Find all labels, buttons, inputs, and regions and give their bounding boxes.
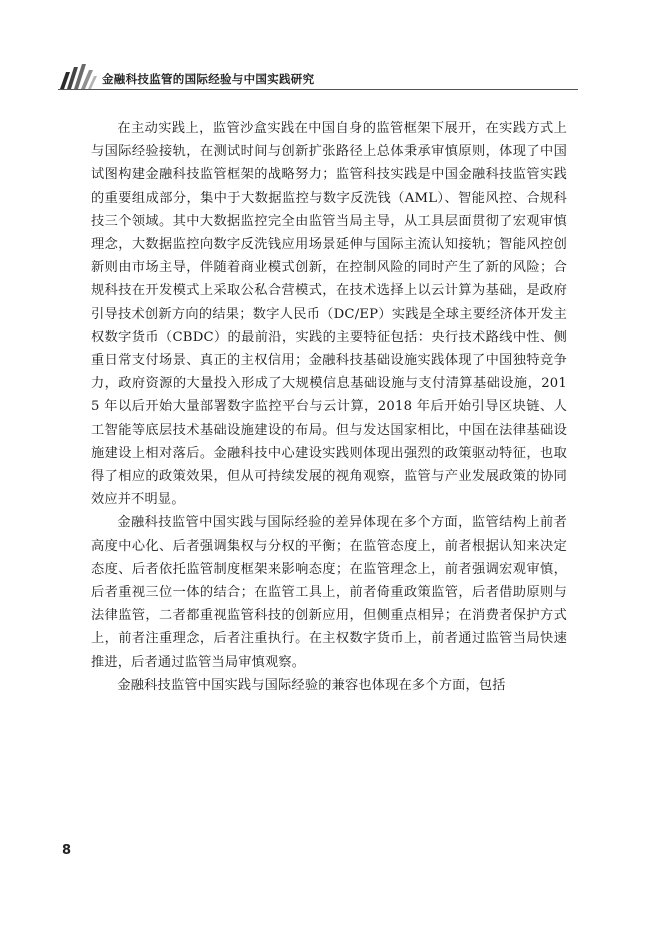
book-stripes-logo-icon xyxy=(58,62,98,90)
body-text xyxy=(91,117,567,697)
page-number: 8 xyxy=(62,843,72,858)
paragraph: 金融科技监管中国实践与国际经验的差异体现在多个方面，监管结构上前者高度中心化、后者强调集权与分权的平衡；在监管态度上，前者根据认知来决定态度、后者依托监管制度框架来影响态度；在监管理念上，前者强调宏观审慎，后者重视三位一体的结合；在监管工具上，前者倚重政策监管，后者借助原则与法律监管，二者都重视监管科技的创新应用，但侧重点相异；在消费者保护方式上，前者注重理念，后者注重执行。在主权数字货币上，前者通过监管当局快速推进，后者通过监管当局审慎观察。 xyxy=(91,515,567,670)
running-header-title: 金融科技监管的国际经验与中国实践研究 xyxy=(102,72,315,86)
running-header xyxy=(58,62,578,92)
paragraph: 在主动实践上，监管沙盒实践在中国自身的监管框架下展开，在实践方式上与国际经验接轨，在测试时间与创新扩张路径上总体秉承审慎原则，体现了中国试图构建金融科技监管框架的战略努力；监管科技实践是中国金融科技监管实践的重要组成部分，集中于大数据监控与数字反洗钱（AML）、智能风控、合规科技三个领域。其中大数据监控完全由监管当局主导，从工具层面贯彻了宏观审慎理念，大数据监控向数字反洗钱应用场景延伸与国际主流认知接轨；智能风控创新则由市场主导，伴随着商业模式创新，在控制风险的同时产生了新的风险；合规科技在开发模式上采取公私合营模式，在技术选择上以云计算为基础，是政府引导技术创新方向的结果；数字人民币（DC/EP）实践是全球主要经济体开发主权数字货币（CBDC）的最前沿，实践的主要特征包括：央行技术路线中性、侧重日常支付场景、真正的主权信用；金融科技基础设施实践体现了中国独特竞争力，政府资源的大量投入形成了大规模信息基础设施与支付清算基础设施，2015 年以后开始大量部署数字监控平台与云计算，2018 年后开始引导区块链、人工智能等底层技术基础设施建设的布局。但与发达国家相比，中国在法律基础设施建设上相对落后。金融科技中心建设实践则体现出强烈的政策驱动特征，也取得了相应的政策效果，但从可持续发展的视角观察，监管与产业发展政策的协同效应并不明显。 xyxy=(91,121,567,508)
paragraph: 金融科技监管中国实践与国际经验的兼容也体现在多个方面，包括 xyxy=(117,677,506,693)
header-divider xyxy=(58,89,578,90)
